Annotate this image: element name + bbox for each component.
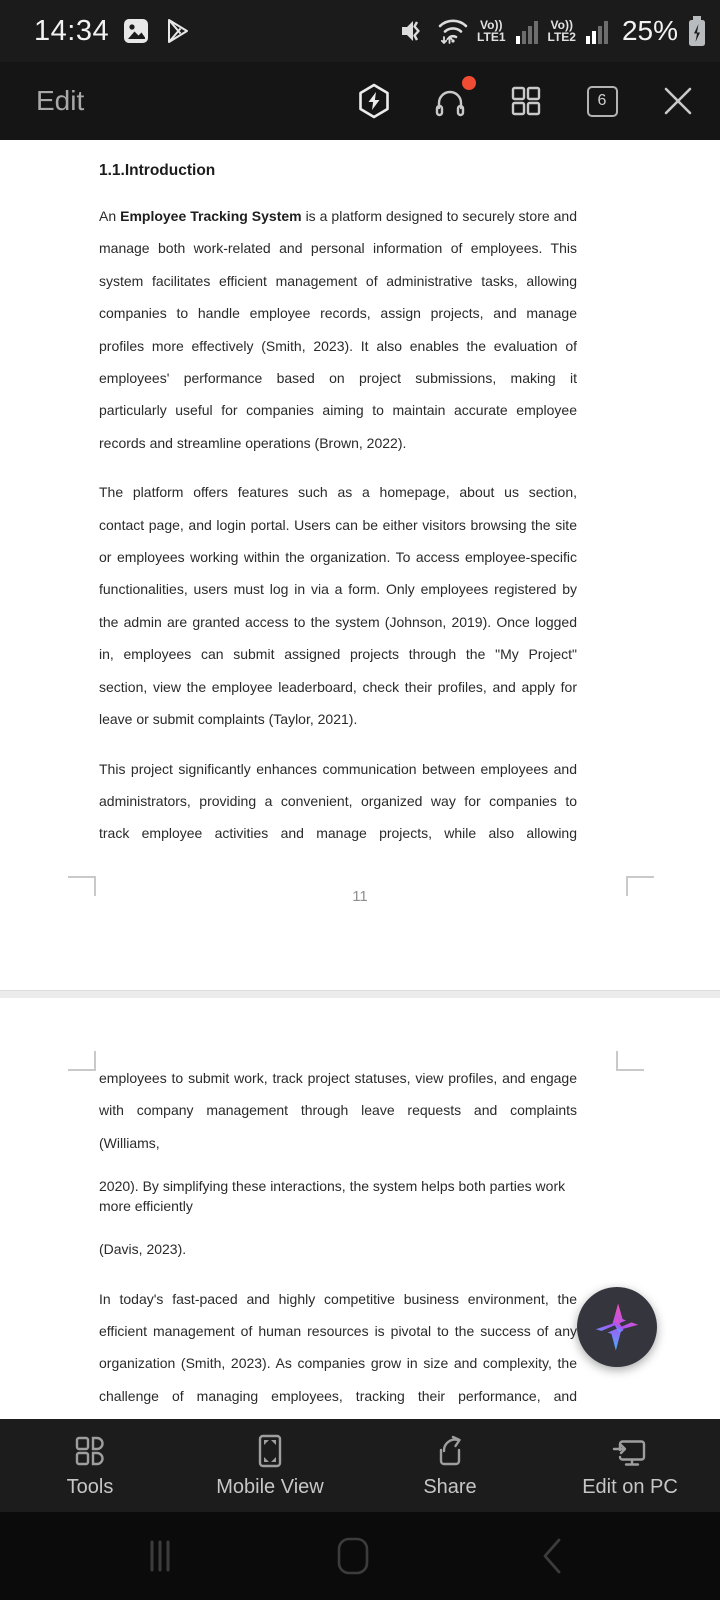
- text-line: records and streamline operations (Brown, 2022).: [99, 434, 407, 451]
- signal-bars-1: [514, 16, 540, 46]
- mobile-view-button[interactable]: [180, 1419, 360, 1512]
- text-line: An Employee Tracking System is a platform designed to securely store and: [99, 208, 578, 224]
- bottom-toolbar: [0, 1419, 720, 1512]
- text-line: This project significantly enhances communication between employees and: [99, 760, 577, 777]
- battery-percent: 25%: [621, 15, 678, 46]
- text-line: particularly useful for companies aiming to maintain accurate employee: [99, 402, 577, 419]
- paragraph: [99, 476, 577, 735]
- paragraph: [99, 1176, 577, 1216]
- play-store-icon: [163, 16, 193, 46]
- ai-assistant-fab[interactable]: [577, 1287, 657, 1367]
- text-line: with company management through leave requests and complaints: [99, 1102, 577, 1119]
- mobile-view-label: Mobile View: [216, 1475, 324, 1498]
- text-line: track employee activities and manage projects, while also allowing: [99, 825, 577, 842]
- mode-label: Edit: [36, 85, 85, 116]
- voice-headset-icon[interactable]: [432, 83, 468, 119]
- ai-spark-icon: [589, 1299, 645, 1355]
- page-corner-mark: [68, 1051, 96, 1071]
- text-line: efficient management of human resources is pivotal to the success of any: [99, 1323, 577, 1340]
- edit-on-pc-icon: [611, 1433, 649, 1469]
- text-line: organization (Smith, 2023). As companies grow in size and complexity, the: [99, 1355, 577, 1372]
- text-line: employees to submit work, track project statuses, view profiles, and engage: [99, 1070, 577, 1086]
- wifi-icon: [435, 15, 469, 47]
- share-button[interactable]: [360, 1419, 540, 1512]
- text-line: (Davis, 2023).: [99, 1241, 187, 1258]
- notification-dot: [462, 76, 476, 90]
- document-canvas[interactable]: [0, 140, 720, 1419]
- close-icon[interactable]: [660, 83, 696, 119]
- text-line: employees' performance based on project submissions, making it: [99, 370, 577, 387]
- paragraph: [99, 1062, 577, 1159]
- text-line: 2020). By simplifying these interactions, the system helps both parties work: [99, 1178, 566, 1195]
- text-line: or employees working within the organization. To access employee-specific: [99, 549, 577, 566]
- tools-button[interactable]: [0, 1419, 180, 1512]
- app-bar: [0, 62, 720, 140]
- clock: 14:34: [34, 14, 110, 47]
- text-line: more efficiently: [99, 1198, 193, 1215]
- section-heading: 1.1.Introduction: [99, 162, 216, 179]
- recents-icon[interactable]: [130, 1512, 190, 1600]
- paragraph: [99, 1233, 577, 1265]
- text-line: system facilitates efficient management of administrative tasks, allowing: [99, 272, 577, 289]
- text-line: section, view the employee leaderboard, check their profiles, and apply for: [99, 678, 577, 695]
- text-line: manage both work-related and personal information of employees. This: [99, 240, 577, 257]
- text-line: leave or submit complaints (Taylor, 2021).: [99, 711, 358, 728]
- volte-lte1-label: Vo)) LTE1: [477, 18, 506, 44]
- text-line: The platform offers features such as a homepage, about us section,: [99, 484, 577, 501]
- text-line: (Williams,: [99, 1134, 160, 1151]
- status-bar: [0, 0, 720, 62]
- tools-grid-icon: [72, 1433, 108, 1469]
- gallery-icon: [121, 16, 151, 46]
- paragraph: [99, 200, 577, 459]
- tab-count-button[interactable]: [584, 83, 620, 119]
- edit-on-pc-label: Edit on PC: [582, 1475, 678, 1498]
- page-corner-mark: [616, 1051, 644, 1071]
- signal-bars-2: [584, 16, 610, 46]
- share-icon: [432, 1433, 468, 1469]
- text-line: challenge of managing employees, tracking their performance, and: [99, 1387, 577, 1404]
- page-number: 11: [352, 888, 368, 905]
- ai-hexagon-bolt-icon[interactable]: [356, 83, 392, 119]
- text-line: contact page, and login portal. Users can be either visitors browsing the site: [99, 516, 577, 533]
- tab-count-box: 6: [587, 86, 618, 117]
- battery-charging-icon: [686, 14, 708, 48]
- text-line: companies to handle employee records, assign projects, and manage: [99, 305, 577, 322]
- paragraph: [99, 753, 577, 850]
- share-label: Share: [423, 1475, 477, 1498]
- volte-lte2-label: Vo)) LTE2: [547, 18, 576, 44]
- text-line: administrators, providing a convenient, organized way for companies to: [99, 792, 577, 809]
- app-grid-icon[interactable]: [508, 83, 544, 119]
- document-page-1[interactable]: [0, 140, 720, 867]
- text-line: profiles more effectively (Smith, 2023). It also enables the evaluation of: [99, 337, 577, 354]
- tools-label: Tools: [66, 1475, 114, 1498]
- back-icon[interactable]: [523, 1512, 583, 1600]
- edit-on-pc-button[interactable]: [540, 1419, 720, 1512]
- mobile-view-icon: [252, 1433, 288, 1469]
- text-line: functionalities, users must log in via a form. Only employees registered by: [99, 581, 577, 598]
- text-line: In today's fast-paced and highly competitive business environment, the: [99, 1290, 577, 1307]
- text-line: the admin are granted access to the system (Johnson, 2019). Once logged: [99, 613, 577, 630]
- home-icon[interactable]: [323, 1512, 383, 1600]
- text-line: in, employees can submit assigned projects through the "My Project": [99, 646, 577, 663]
- mute-vibrate-icon: [399, 16, 427, 46]
- android-nav-bar: [0, 1512, 720, 1600]
